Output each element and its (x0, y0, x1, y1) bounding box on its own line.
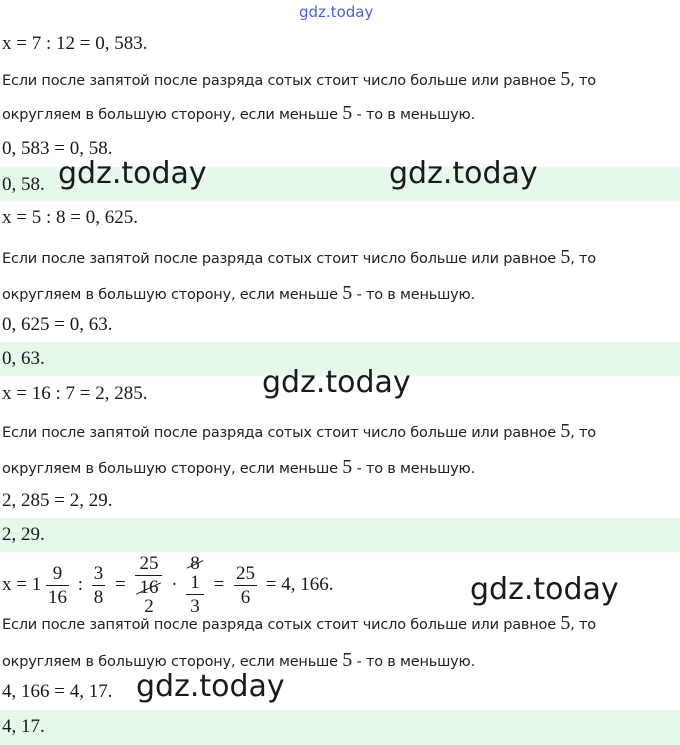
equation-result: = 4, 166. (265, 574, 334, 595)
equation-3: x = 16 : 7 = 2, 285. (2, 383, 148, 404)
answer-2: 0, 63. (2, 348, 45, 369)
rule-line-3b (2, 456, 475, 479)
numerator: 25 (236, 562, 256, 584)
rule-line-2b (2, 282, 475, 305)
equals-sign: = (213, 574, 225, 595)
numerator: 25 (135, 554, 162, 576)
rule-number: 5 (342, 649, 353, 671)
rule-text: Если после запятой после разряда сотых стоит число больше или равное (2, 425, 556, 441)
rule-line-2a (2, 246, 596, 269)
equation-2: x = 5 : 8 = 0, 625. (2, 207, 138, 228)
rule-number: 5 (560, 68, 571, 90)
reduced-digit: 2 (144, 596, 154, 617)
watermark: gdz.today (136, 669, 285, 704)
rounding-3: 2, 285 = 2, 29. (2, 490, 113, 511)
denominator: 6 (240, 586, 251, 608)
rule-text: , то (570, 617, 596, 633)
multiplication-sign: · (171, 574, 178, 595)
answer-4: 4, 17. (2, 716, 45, 737)
rule-number: 5 (342, 282, 353, 304)
rule-line-1a (2, 68, 596, 91)
fraction-25-16 (135, 554, 162, 616)
denominator: 16 (47, 586, 67, 608)
denominator: 8 (93, 586, 104, 608)
numerator (186, 554, 204, 595)
cancelled-digit: 16 (139, 577, 159, 598)
rule-text: округляем в большую сторону, если меньше (2, 107, 338, 123)
fraction-8-3 (186, 554, 204, 616)
rule-text: , то (570, 251, 596, 267)
rule-text: округляем в большую сторону, если меньше (2, 461, 338, 477)
rule-text: , то (570, 425, 596, 441)
watermark-top: gdz.today (299, 3, 374, 21)
rule-number: 5 (342, 456, 353, 478)
fraction-9-16 (46, 564, 69, 607)
rounding-1: 0, 583 = 0, 58. (2, 138, 113, 159)
watermark: gdz.today (389, 156, 538, 191)
rule-text: округляем в большую сторону, если меньше (2, 654, 338, 670)
rule-number: 5 (560, 420, 571, 442)
rule-number: 5 (560, 612, 571, 634)
rule-text: - то в меньшую. (352, 107, 475, 123)
watermark: gdz.today (470, 572, 619, 607)
fraction-3-8 (92, 564, 106, 607)
rounding-2: 0, 625 = 0, 63. (2, 314, 113, 335)
rule-line-3a (2, 420, 596, 443)
fraction-25-6 (234, 564, 257, 607)
rule-text: , то (570, 73, 596, 89)
rule-text: - то в меньшую. (352, 287, 475, 303)
rule-line-4a (2, 612, 596, 635)
numerator: 3 (93, 562, 104, 584)
rule-text: - то в меньшую. (352, 654, 475, 670)
rule-number: 5 (560, 246, 571, 268)
rule-text: Если после запятой после разряда сотых стоит число больше или равное (2, 617, 556, 633)
equation-4 (2, 554, 333, 616)
answer-1: 0, 58. (2, 174, 45, 195)
rule-text: Если после запятой после разряда сотых стоит число больше или равное (2, 73, 556, 89)
rule-text: - то в меньшую. (352, 461, 475, 477)
rounding-4: 4, 166 = 4, 17. (2, 681, 113, 702)
reduced-digit: 1 (190, 572, 200, 593)
equation-lhs: x = 1 (2, 574, 42, 595)
answer-band-4 (0, 710, 680, 745)
rule-text: Если после запятой после разряда сотых стоит число больше или равное (2, 251, 556, 267)
denominator (135, 576, 162, 616)
numerator: 9 (46, 564, 69, 586)
cancelled-digit: 8 (190, 553, 200, 574)
watermark: gdz.today (262, 365, 411, 400)
rule-line-1b (2, 102, 475, 125)
answer-band-3 (0, 518, 680, 552)
watermark: gdz.today (58, 156, 207, 191)
rule-number: 5 (342, 102, 353, 124)
rule-text: округляем в большую сторону, если меньше (2, 287, 338, 303)
division-sign: : (77, 574, 83, 595)
denominator: 3 (190, 596, 200, 617)
equals-sign: = (115, 574, 126, 595)
answer-3: 2, 29. (2, 524, 45, 545)
equation-1: x = 7 : 12 = 0, 583. (2, 33, 148, 54)
